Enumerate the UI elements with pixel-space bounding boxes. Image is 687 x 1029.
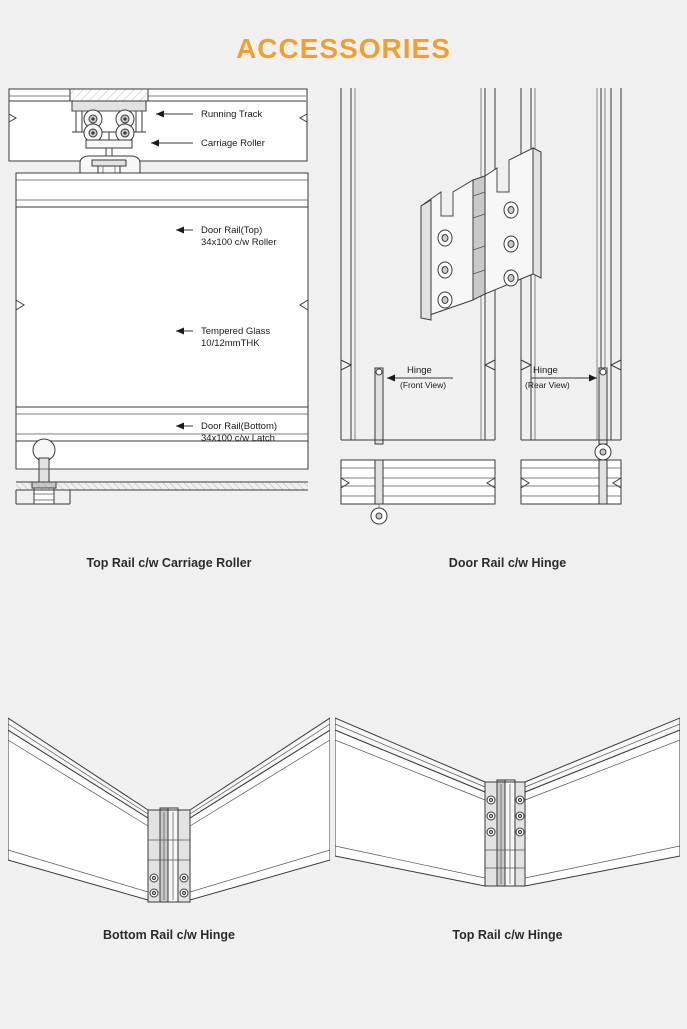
callout-label: Carriage Roller xyxy=(201,138,265,149)
callout-label: Hinge xyxy=(533,365,558,376)
top-rail-hinge-drawing xyxy=(335,700,680,950)
callout-sublabel: 34x100 c/w Latch xyxy=(201,433,275,444)
callout-sublabel: 10/12mmTHK xyxy=(201,338,260,349)
figure-caption: Door Rail c/w Hinge xyxy=(448,556,567,570)
plan-section-right xyxy=(521,444,621,504)
callout-sublabel: (Rear View) xyxy=(525,380,570,390)
callout-hinge-front-view xyxy=(387,365,453,390)
callout-sublabel: 34x100 c/w Roller xyxy=(201,237,277,248)
callout-sublabel: (Front View) xyxy=(400,380,447,390)
figure-top-rail-hinge xyxy=(335,700,680,950)
plan-section-left xyxy=(341,460,495,524)
figure-top-rail-carriage-roller xyxy=(8,88,330,570)
figure-caption: Top Rail c/w Hinge xyxy=(452,928,563,942)
callout-hinge-rear-view xyxy=(525,365,597,390)
bottom-rail-hinge-drawing xyxy=(8,700,330,950)
figure-bottom-rail-hinge xyxy=(8,700,330,950)
top-rail-carriage-roller-drawing xyxy=(8,88,330,533)
page-title: ACCESSORIES xyxy=(236,33,451,64)
callout-label: Hinge xyxy=(407,365,432,376)
callout-label: Running Track xyxy=(201,109,263,120)
figure-caption: Bottom Rail c/w Hinge xyxy=(103,928,235,942)
figure-caption: Top Rail c/w Carriage Roller xyxy=(86,556,252,570)
callout-label: Door Rail(Bottom) xyxy=(201,421,278,432)
figure-door-rail-hinge xyxy=(335,88,680,570)
callout-label: Tempered Glass xyxy=(201,326,271,337)
callout-label: Door Rail(Top) xyxy=(201,225,263,236)
door-rail-hinge-drawing xyxy=(335,88,680,533)
